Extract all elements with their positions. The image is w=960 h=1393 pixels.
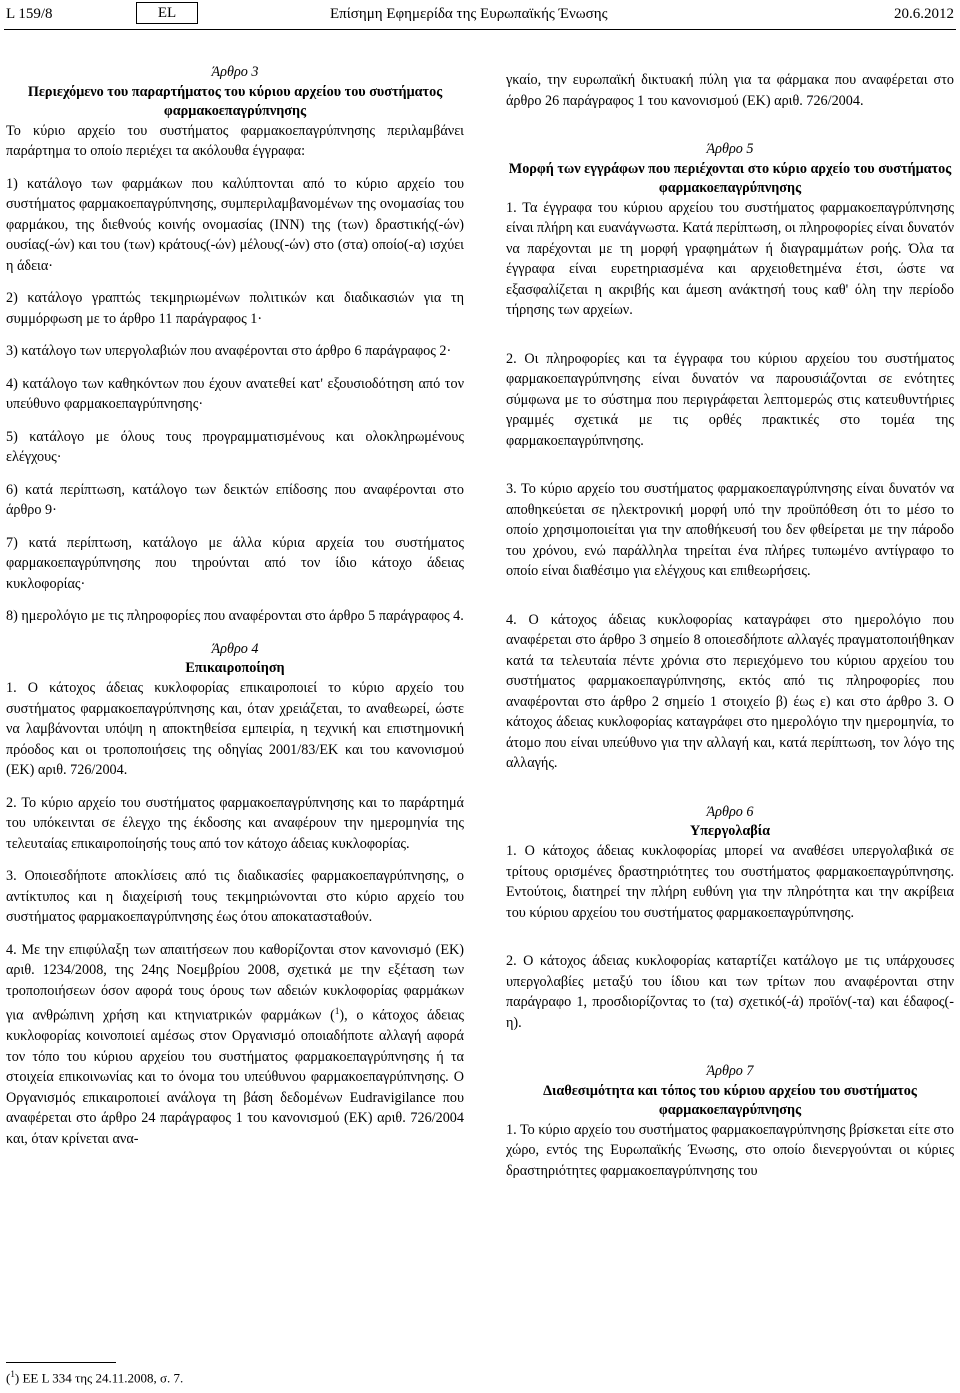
- article-5-paragraph-2: 2. Οι πληροφορίες και τα έγγραφα του κύριου αρχείου του συστήματος φαρμακοεπαγρύπνησης είναι δυνατόν να παρουσιάζονται σε ενότητες σύμφωνα με το σύστημα που περιγράφεται λεπτομερώς στις κατευθυντήριες γραμμές σχετικά με τις ορθές πρακτικές στο τομέα της φαρμακοεπαγρύπνησης.: [506, 350, 954, 449]
- continued-paragraph: γκαίο, την ευρωπαϊκή δικτυακή πύλη για τα φάρμακα που αναφέρεται στο άρθρο 26 παράγραφος 1 του κανονισμού (ΕΚ) αριθ. 726/2004.: [506, 72, 954, 109]
- article-3-subtitle: Περιεχόμενο του παραρτήματος του κύριου αρχείου του συστήματος φαρμακοεπαγρύπνησης: [27, 83, 443, 119]
- article-4-paragraph-1: 1. Ο κάτοχος άδειας κυκλοφορίας επικαιροποιεί το κύριο αρχείο του συστήματος φαρμακοεπαγρύπνησης και, όταν χρειάζεται, το αναθεωρεί, ώστε να λαμβάνονται υπόψη η αποκτηθείσα εμπειρία, η τεχνική και επιστημονική πρόοδος και οι τροποποιήσεις της οδηγίας 2001/83/ΕΚ και του κανονισμού (ΕΚ) αριθ. 726/2004.: [6, 680, 464, 778]
- article-6-paragraph-2: 2. Ο κάτοχος άδειας κυκλοφορίας καταρτίζει κατάλογο με τις υπάρχουσες υπεργολαβίες μεταξύ του ίδιου και των τρίτων που αναφέρονται στην παράγραφο 1, προσδιορίζοντας το (τα) σχετικό(-ά) προϊόν(-τα) και έδαφος(-η).: [506, 953, 954, 1031]
- footnote-text: ΕΕ L 334 της 24.11.2008, σ. 7.: [22, 1370, 184, 1386]
- article-5-subtitle: Μορφή των εγγράφων που περιέχονται στο κύριο αρχείο του συστήματος φαρμακοεπαγρύπνησης: [508, 160, 952, 196]
- list-item-2: 2) κατάλογο γραπτώς τεκμηριωμένων πολιτικών και διαδικασιών για τη συμμόρφωση με το άρθρο 11 παράγραφος 1·: [6, 290, 464, 327]
- list-item-4: 4) κατάλογο των καθηκόντων που έχουν ανατεθεί κατ' εξουσιοδότηση από τον υπεύθυνο φαρμακοεπαγρύπνησης·: [6, 375, 464, 412]
- issue-date: 20.6.2012: [894, 6, 954, 22]
- article-5-title: Άρθρο 5: [706, 141, 754, 157]
- list-item-5: 5) κατάλογο με όλους τους προγραμματισμένους και ολοκληρωμένους ελέγχους·: [6, 428, 464, 465]
- page-reference: L 159/8: [6, 6, 53, 22]
- article-5-paragraph-3: 3. Το κύριο αρχείο του συστήματος φαρμακοεπαγρύπνησης είναι δυνατόν να αποθηκεύεται σε ηλεκτρονική μορφή υπό την προϋπόθεση ότι το μέσο το οποίο χρησιμοποιείται για την αποθήκευσή του δεν φθείρεται με την πάροδο του χρόνου, ενώ παράλληλα τηρείται ένα πλήρες τυπωμένο αντίγραφο το οποίο είναι διαθέσιμο για ελέγχους και επιθεωρήσεις.: [506, 481, 954, 579]
- article-6-title: Άρθρο 6: [706, 803, 754, 820]
- footnote-rule: [6, 1362, 116, 1363]
- paragraph-4-text-end: ), ο κάτοχος άδειας κυκλοφορίας κοινοποιεί αμέσως στον Οργανισμό οποιαδήποτε αλλαγή αφορά τον τόπο του κύριου αρχείου του συστήματος φαρμακοεπαγρύπνησης ή τα στοιχεία επικοινωνίας και το όνομα του υπεύθυνου φαρμακοεπαγρύπνησης. Ο Οργανισμός επικαιροποιεί ανάλογα τη βάση δεδομένων Eudravigilance που αναφέρεται στο άρθρο 24 παράγραφος 1 του κανονισμού (ΕΚ) αριθ. 726/2004 και, όταν κρίνεται ανα-: [6, 1007, 464, 1147]
- article-4-title: Άρθρο 4: [211, 640, 259, 657]
- article-5-paragraph-1: 1. Τα έγγραφα του κύριου αρχείου του συστήματος φαρμακοεπαγρύπνησης είναι πλήρη και ευανάγνωστα. Κατά περίπτωση, οι πληροφορίες είναι δυνατόν να παρέχονται με τη μορφή γραφημάτων ή διαγραμμάτων ροής. Όλα τα έγγραφα είναι ευρετηριασμένα και αρχειοθετημένα έτσι, ώστε να εξασφαλίζεται η ακριβής και άμεση ανάκτησή τους καθ' όλη την περίοδο τήρησης των αρχείων.: [506, 199, 954, 318]
- article-4-paragraph-4: [6, 940, 464, 1150]
- article-4-subtitle: Επικαιροποίηση: [185, 660, 285, 676]
- footnote-mark: 1: [10, 1369, 15, 1379]
- article-4-paragraph-3: 3. Οποιεσδήποτε αποκλίσεις από τις διαδικασίες φαρμακοεπαγρύπνησης, ο αντίκτυπος και η διαχείρισή τους τεκμηριώνονται στο κύριο αρχείο του συστήματος φαρμακοεπαγρύπνησης έως ότου αποκατασταθούν.: [6, 868, 464, 925]
- footnote: ($^1$) ΕΕ L 334 της 24.11.2008, σ. 7.: [6, 1369, 184, 1386]
- list-item-6: 6) κατά περίπτωση, κατάλογο των δεικτών επίδοσης που αναφέρονται στο άρθρο 9·: [6, 481, 464, 518]
- article-6-paragraph-1: 1. Ο κάτοχος άδειας κυκλοφορίας μπορεί να αναθέσει υπεργολαβικά σε τρίτους ορισμένες δραστηριότητες του συστήματος φαρμακοεπαγρύπνησης. Εντούτοις, διατηρεί την πλήρη ευθύνη για την πληρότητα και την ακρίβεια του κύριου αρχείου του συστήματος φαρμακοεπαγρύπνησης.: [506, 843, 954, 921]
- list-item-3: 3) κατάλογο των υπεργολαβιών που αναφέρονται στο άρθρο 6 παράγραφος 2·: [6, 343, 452, 359]
- page-header: [0, 0, 960, 28]
- list-item-7: 7) κατά περίπτωση, κατάλογο με άλλα κύρια αρχεία του συστήματος φαρμακοεπαγρύπνησης που τηρούνται από τον ίδιο κάτοχο άδειας κυκλοφορίας·: [6, 534, 464, 592]
- article-4-paragraph-2: 2. Το κύριο αρχείο του συστήματος φαρμακοεπαγρύπνησης και το παράρτημά του υπόκεινται σε έλεγχο της έκδοσης και αναφέρουν την ημερομηνία της τελευταίας επικαιροποίησής τους από τον κάτοχο άδειας κυκλοφορίας.: [6, 794, 464, 852]
- left-column: [6, 62, 464, 1149]
- paragraph-4-text-start: 4. Με την επιφύλαξη των απαιτήσεων που καθορίζονται στον κανονισμό (ΕΚ) αριθ. 1234/2008, της 24ης Νοεμβρίου 2008, σχετικά με την εξέταση των τροποποιήσεων όσον αφορά τους όρους των αδειών κυκλοφορίας φαρμάκων για ανθρώπινη χρήση και κτηνιατρικών φαρμάκων (: [6, 941, 464, 1024]
- header-rule: [4, 29, 956, 30]
- article-7-paragraph-1: 1. Το κύριο αρχείο του συστήματος φαρμακοεπαγρύπνησης βρίσκεται είτε στο χώρο, εντός της Ευρωπαϊκής Ένωσης, στο οποίο διενεργούνται οι κύριες δραστηριότητες φαρμακοεπαγρύπνησης του: [506, 1121, 954, 1179]
- article-3-title: Άρθρο 3: [211, 64, 259, 80]
- language-box: EL: [136, 2, 198, 24]
- article-7-subtitle: Διαθεσιμότητα και τόπος του κύριου αρχείου του συστήματος φαρμακοεπαγρύπνησης: [543, 1082, 917, 1118]
- article-3-intro: Το κύριο αρχείο του συστήματος φαρμακοεπαγρύπνησης περιλαμβάνει παράρτημα το οποίο περιέχει τα ακόλουθα έγγραφα:: [6, 122, 464, 159]
- article-6-subtitle: Υπεργολαβία: [689, 823, 771, 839]
- list-item-8: 8) ημερολόγιο με τις πληροφορίες που αναφέρονται στο άρθρο 5 παράγραφος 4.: [6, 608, 464, 624]
- article-7-title: Άρθρο 7: [706, 1063, 754, 1079]
- footnote-reference[interactable]: 1: [334, 1006, 340, 1016]
- right-column: [506, 70, 954, 1181]
- journal-title: Επίσημη Εφημερίδα της Ευρωπαϊκής Ένωσης: [330, 6, 608, 22]
- article-5-paragraph-4: 4. Ο κάτοχος άδειας κυκλοφορίας καταγράφει στο ημερολόγιο που αναφέρεται στο άρθρο 3 σημείο 8 οποιεσδήποτε αλλαγές πραγματοποιήθηκαν κατά τα τελευταία πέντε χρόνια στο περιεχόμενο του κύριου αρχείου του συστήματος φαρμακοεπαγρύπνησης, εκτός από τις πληροφορίες που αναφέρονται στο άρθρο 2 σημείο 1 στοιχείο β) έως ε) και στο άρθρο 3. Ο κάτοχος άδειας κυκλοφορίας καταγράφει στο ημερολόγιο την ημερομηνία, το άτομο που είναι υπεύθυνο για την αλλαγή και, κατά περίπτωση, τον λόγο της αλλαγής.: [506, 611, 954, 771]
- list-item-1: 1) κατάλογο των φαρμάκων που καλύπτονται από το κύριο αρχείο του συστήματος φαρμακοεπαγρύπνησης, συμπεριλαμβανομένων της ονομασίας του φαρμάκου, της διεθνούς κοινής ονομασίας (INN) της (των) δραστικής(-ών) ουσίας(-ών) και του (των) κράτους(-ών) μέλους(-ών) στο (στα) οποίο(-α) ισχύει η άδεια·: [6, 175, 464, 274]
